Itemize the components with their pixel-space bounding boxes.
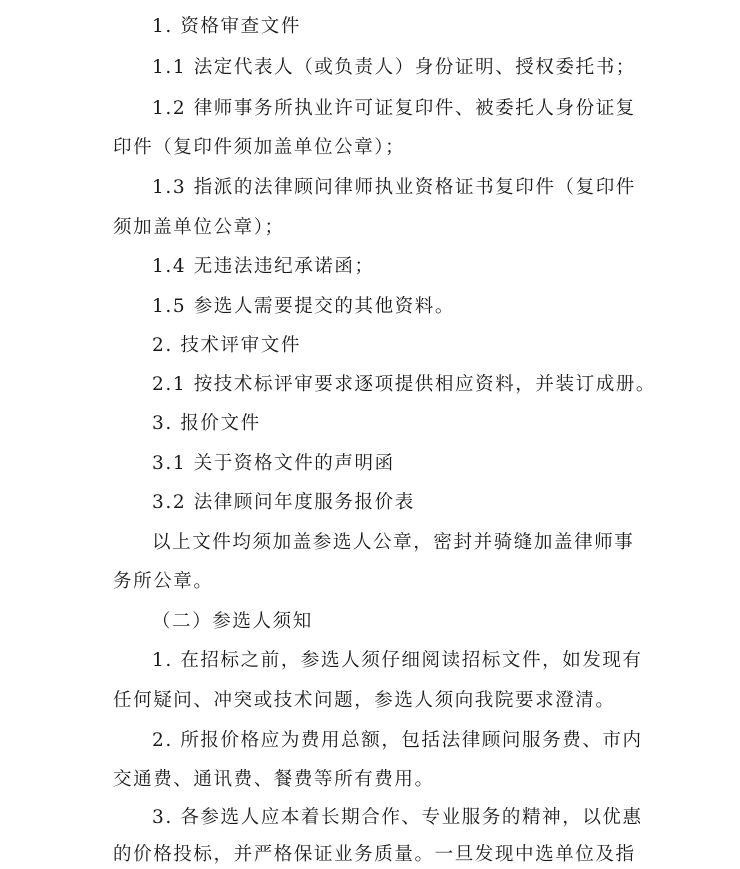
paragraph-line: 3.2 法律顾问年度服务报价表	[152, 492, 415, 513]
heading-technical-docs: 2. 技术评审文件	[152, 335, 301, 356]
paragraph-line: 2. 所报价格应为费用总额，包括法律顾问服务费、市内	[152, 730, 643, 751]
paragraph-line: 1.2 律师事务所执业许可证复印件、被委托人身份证复	[152, 98, 636, 119]
paragraph-line: 务所公章。	[113, 571, 214, 592]
paragraph-line: 1.4 无违法违纪承诺函；	[152, 256, 375, 277]
heading-qualification-docs: 1. 资格审查文件	[152, 16, 301, 37]
heading-quote-docs: 3. 报价文件	[152, 413, 261, 434]
paragraph-line: 2.1 按技术标评审要求逐项提供相应资料，并装订成册。	[152, 374, 657, 395]
paragraph-line: 1.1 法定代表人（或负责人）身份证明、授权委托书；	[152, 57, 636, 78]
paragraph-line: 印件（复印件须加盖单位公章）；	[113, 137, 406, 158]
paragraph-line: 的价格投标，并严格保证业务质量。一旦发现中选单位及指	[113, 844, 636, 865]
paragraph-line: 3. 各参选人应本着长期合作、专业服务的精神，以优惠	[152, 807, 643, 828]
paragraph-line: 1. 在招标之前，参选人须仔细阅读招标文件，如发现有	[152, 650, 643, 671]
paragraph-line: 1.5 参选人需要提交的其他资料。	[152, 296, 456, 317]
paragraph-line: 须加盖单位公章）；	[113, 217, 285, 238]
paragraph-line: 任何疑问、冲突或技术问题，参选人须向我院要求澄清。	[113, 690, 616, 711]
paragraph-line: 交通费、通讯费、餐费等所有费用。	[113, 769, 435, 790]
paragraph-line: 以上文件均须加盖参选人公章，密封并骑缝加盖律师事	[152, 532, 635, 553]
paragraph-line: 1.3 指派的法律顾问律师执业资格证书复印件（复印件	[152, 177, 636, 198]
heading-participant-notice: （二）参选人须知	[152, 611, 313, 632]
paragraph-line: 3.1 关于资格文件的声明函	[152, 453, 395, 474]
